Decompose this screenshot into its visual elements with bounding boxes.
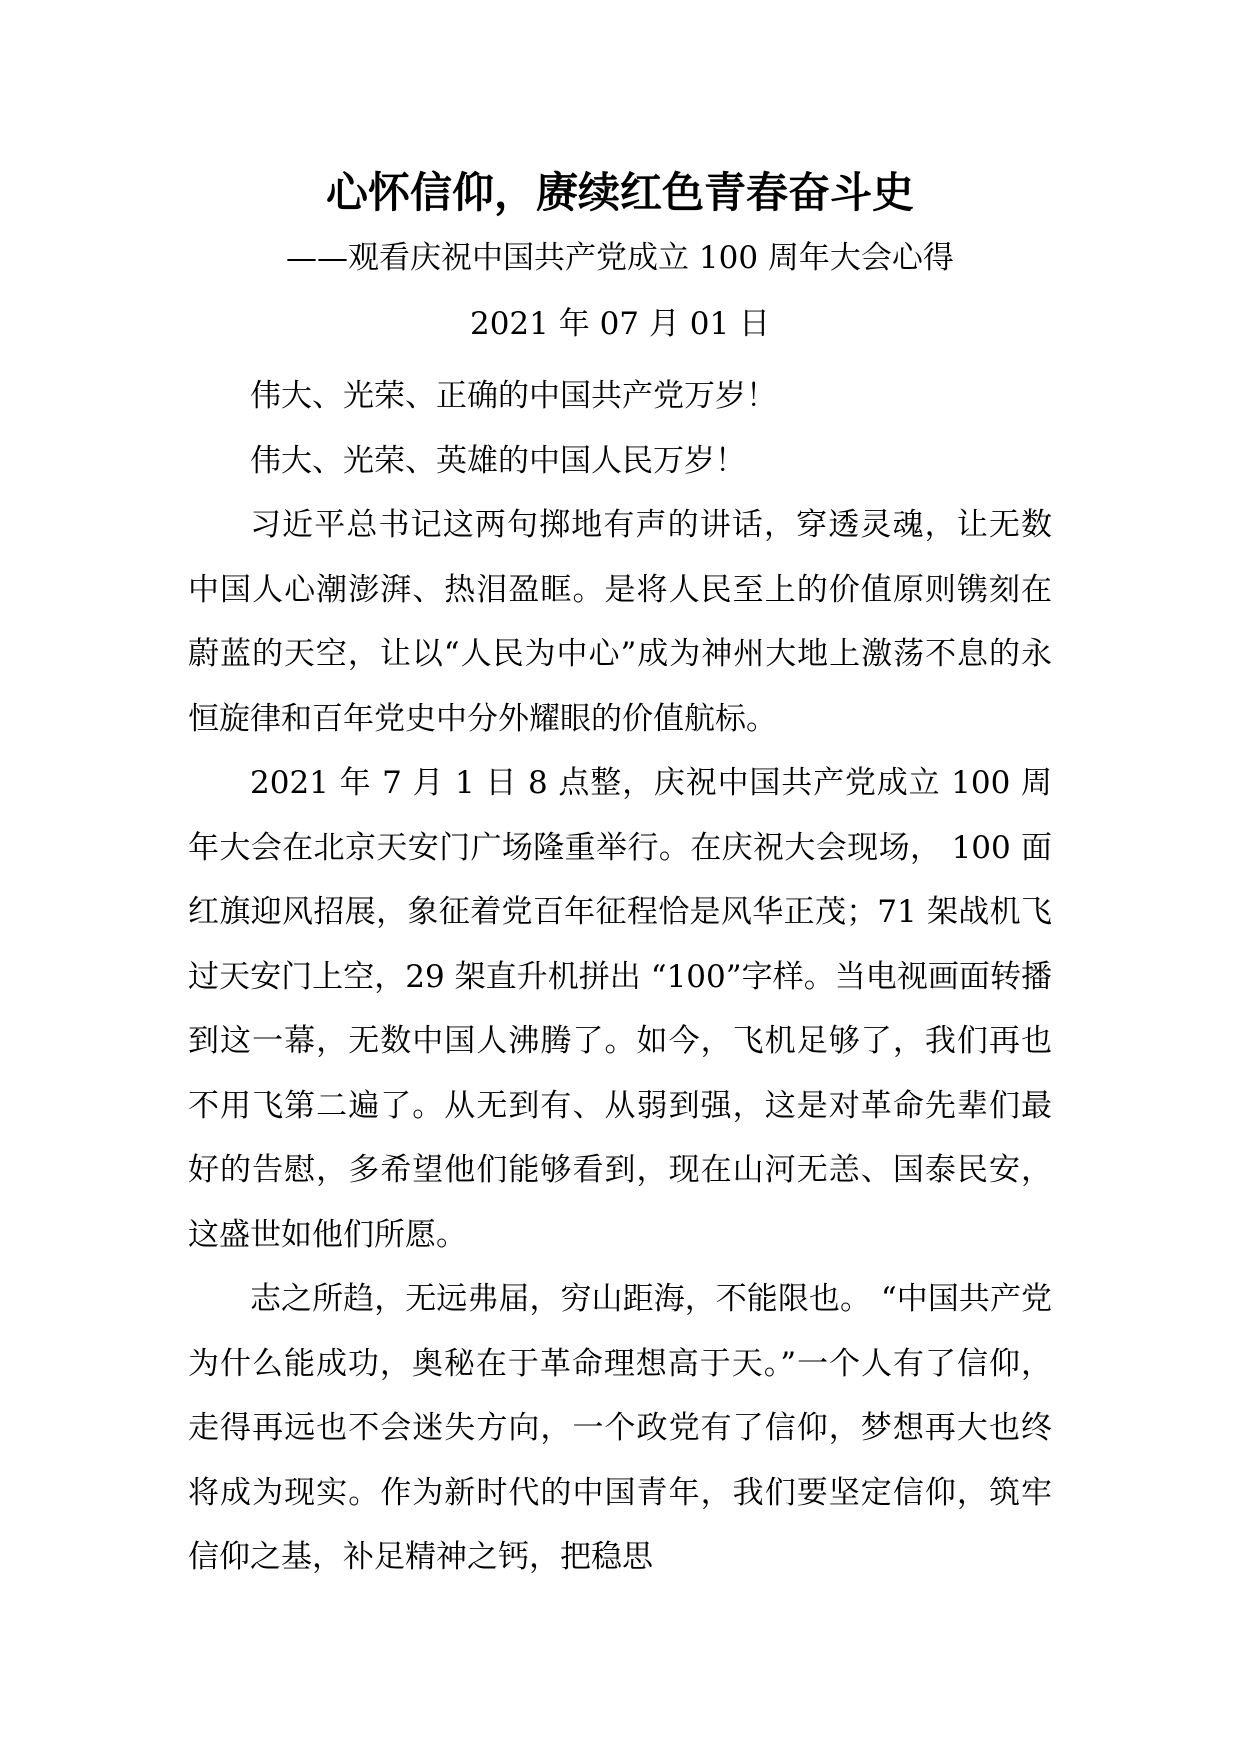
- paragraph-ceremony: 2021 年 7 月 1 日 8 点整，庆祝中国共产党成立 100 周年大会在北京天安门广场隆重举行。在庆祝大会现场， 100 面红旗迎风招展，象征着党百年征程恰是风华正茂；71 架战机飞过天安门上空，29 架直升机拼出 “100”字样。当电视画面转播到这一幕，无数中国人沸腾了。如今，飞机足够了，我们再也不用飞第二遍了。从无到有、从弱到强，这是对革命先辈们最好的告慰，多希望他们能够看到，现在山河无恙、国泰民安，这盛世如他们所愿。: [188, 765, 1052, 1253]
- document-title: 心怀信仰，赓续红色青春奋斗史: [325, 168, 914, 217]
- paragraph-slogan-party: 伟大、光荣、正确的中国共产党万岁！: [250, 378, 777, 414]
- document-date: 2021 年 07 月 01 日: [469, 306, 771, 342]
- paragraph-speech-impact: 习近平总书记这两句掷地有声的讲话，穿透灵魂，让无数中国人心潮澎湃、热泪盈眶。是将人民至上的价值原则镌刻在蔚蓝的天空，让以“人民为中心”成为神州大地上激荡不息的永恒旋律和百年党史中分外耀眼的价值航标。: [188, 507, 1052, 737]
- paragraph-faith: 志之所趋，无远弗届，穷山距海，不能限也。 “中国共产党为什么能成功，奥秘在于革命理想高于天。”一个人有了信仰，走得再远也不会迷失方向，一个政党有了信仰，梦想再大也终将成为现实。作为新时代的中国青年，我们要坚定信仰，筑牢信仰之基，补足精神之钙，把稳思: [188, 1281, 1052, 1575]
- document-body: [188, 364, 1052, 1590]
- document-subtitle: ——观看庆祝中国共产党成立 100 周年大会心得: [286, 240, 954, 276]
- paragraph-slogan-people: 伟大、光荣、英雄的中国人民万岁！: [250, 442, 746, 479]
